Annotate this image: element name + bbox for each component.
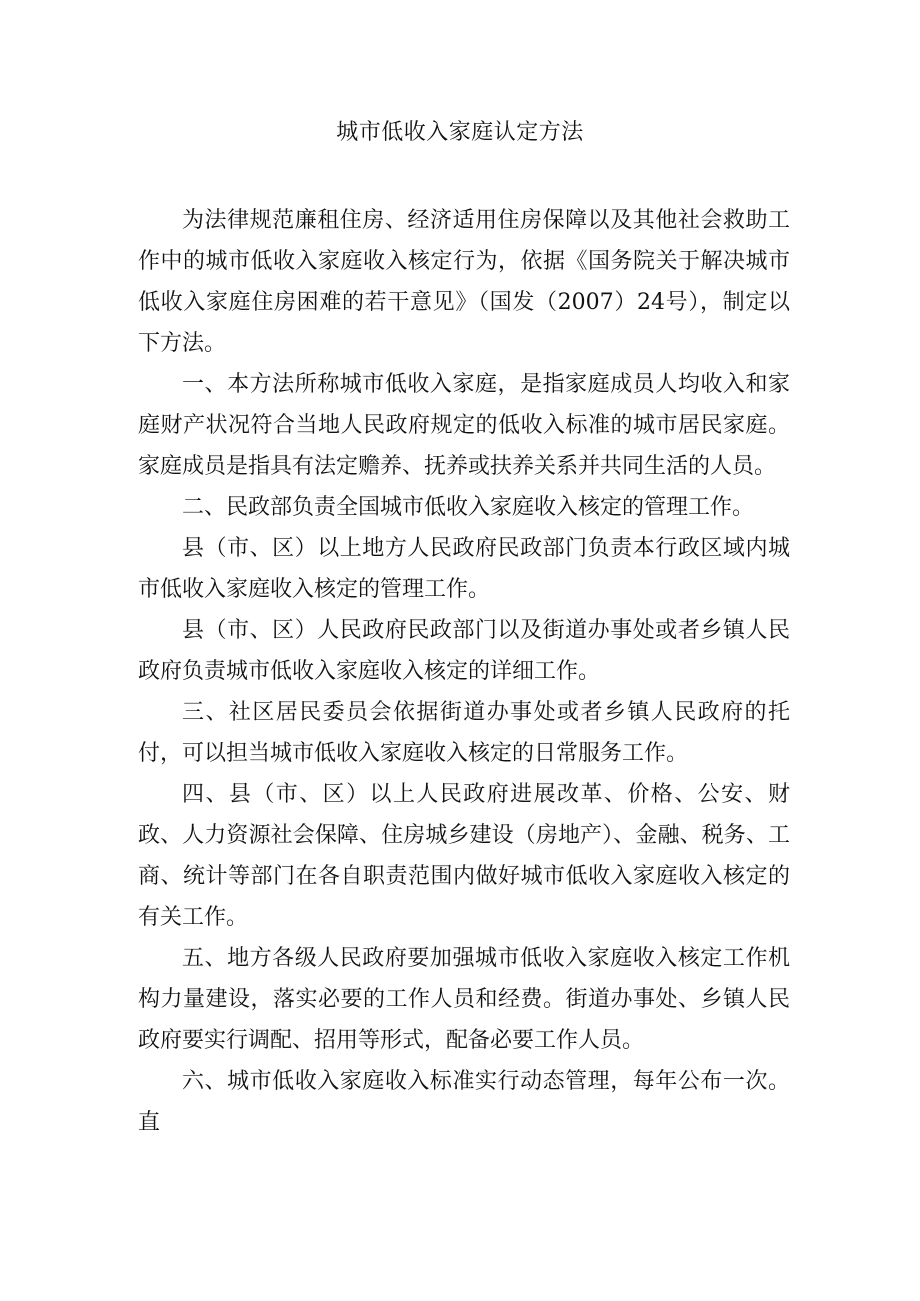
paragraph-article-2: 二、民政部负责全国城市低收入家庭收入核定的管理工作。 bbox=[182, 495, 755, 520]
paragraph-article-5: 五、地方各级人民政府要加强城市低收入家庭收入核定工作机构力量建设，落实必要的工作人员和经费。街道办事处、乡镇人民政府要实行调配、招用等形式，配备必要工作人员。 bbox=[138, 946, 790, 1053]
paragraph-intro: 为法律规范廉租住房、经济适用住房保障以及其他社会救助工作中的城市低收入家庭收入核定行为，依据《国务院关于解决城市低收入家庭住房困难的若干意见》（国发（2007）24号），制定以下方法。 bbox=[138, 208, 790, 356]
paragraph-article-2-county: 县（市、区）以上地方人民政府民政部门负责本行政区域内城市低收入家庭收入核定的管理工作。 bbox=[138, 536, 790, 602]
paragraph-article-1: 一、本方法所称城市低收入家庭，是指家庭成员人均收入和家庭财产状况符合当地人民政府规定的低收入标准的城市居民家庭。家庭成员是指具有法定赡养、抚养或扶养关系并共同生活的人员。 bbox=[138, 372, 790, 479]
document-body bbox=[138, 200, 790, 1143]
paragraph-article-2-district: 县（市、区）人民政府民政部门以及街道办事处或者乡镇人民政府负责城市低收入家庭收入核定的详细工作。 bbox=[138, 618, 790, 684]
paragraph-article-4: 四、县（市、区）以上人民政府进展改革、价格、公安、财政、人力资源社会保障、住房城乡建设（房地产）、金融、税务、工商、统计等部门在各自职责范围内做好城市低收入家庭收入核定的有关工作。 bbox=[138, 782, 790, 930]
paragraph-article-3: 三、社区居民委员会依据街道办事处或者乡镇人民政府的托付，可以担当城市低收入家庭收入核定的日常服务工作。 bbox=[138, 700, 790, 766]
paragraph-article-6: 六、城市低收入家庭收入标准实行动态管理，每年公布一次。直 bbox=[138, 1069, 790, 1135]
document-title: 城市低收入家庭认定方法 bbox=[336, 120, 584, 145]
